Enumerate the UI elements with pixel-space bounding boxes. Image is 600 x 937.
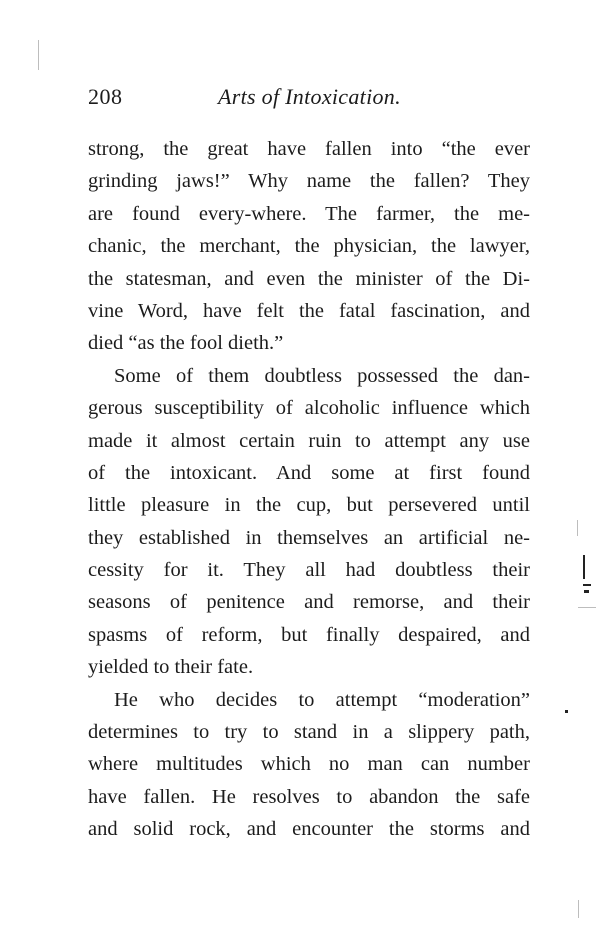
text-line: strong, the great have fallen into “the ever — [88, 138, 530, 160]
text-line: cessity for it. They all had doubtless their — [88, 559, 530, 582]
text-line: have fallen. He resolves to abandon the safe — [88, 785, 530, 808]
scan-mark — [583, 584, 591, 586]
page-header — [88, 84, 530, 114]
scan-mark — [578, 900, 579, 918]
text-line: and solid rock, and encounter the storms and — [88, 818, 530, 841]
text-line: spasms of reform, but finally despaired, and — [88, 623, 530, 646]
text-line: are found every-where. The farmer, the me- — [88, 202, 530, 225]
text-line: determines to try to stand in a slippery path, — [88, 721, 530, 744]
text-line: made it almost certain ruin to attempt any use — [88, 429, 530, 452]
text-line: chanic, the merchant, the physician, the lawyer, — [88, 235, 530, 258]
scan-mark — [578, 607, 596, 608]
scan-mark — [38, 40, 39, 70]
scan-mark — [565, 710, 568, 713]
paragraph-start-line: Some of them doubtless possessed the dan- — [114, 364, 530, 387]
text-line: where multitudes which no man can number — [88, 753, 530, 776]
running-title: Arts of Intoxication. — [218, 84, 401, 109]
text-line: seasons of penitence and remorse, and their — [88, 591, 530, 614]
text-line: died “as the fool dieth.” — [88, 332, 284, 355]
page-number: 208 — [88, 84, 123, 109]
text-line: yielded to their fate. — [88, 656, 254, 679]
scan-mark — [583, 555, 585, 579]
text-line: the statesman, and even the minister of the Di- — [88, 267, 530, 290]
text-line: grinding jaws!” Why name the fallen? They — [88, 170, 530, 193]
text-line: gerous susceptibility of alcoholic influence which — [88, 397, 530, 420]
text-line: little pleasure in the cup, but persevered until — [88, 494, 530, 517]
text-line: vine Word, have felt the fatal fascination, and — [88, 299, 530, 322]
text-line: they established in themselves an artificial ne- — [88, 526, 530, 549]
scan-mark — [577, 520, 578, 536]
body-text — [88, 133, 530, 846]
scan-mark — [584, 590, 589, 593]
paragraph-start-line: He who decides to attempt “moderation” — [114, 688, 530, 711]
text-line: of the intoxicant. And some at first found — [88, 461, 530, 484]
